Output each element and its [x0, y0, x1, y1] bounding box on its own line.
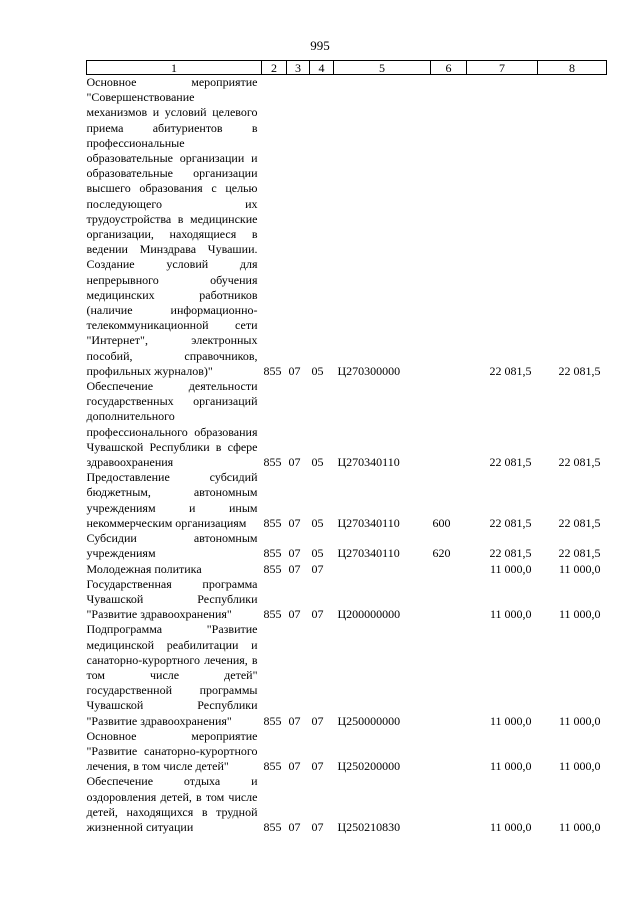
row-sum-2: 11 000,0: [558, 713, 601, 728]
header-cell-5: 5: [334, 61, 431, 75]
row-sum-2: 11 000,0: [558, 819, 601, 834]
row-sum-1: 11 000,0: [489, 607, 532, 622]
row-vr: [431, 379, 467, 470]
row-cs: Ц250000000: [337, 713, 401, 728]
row-sum-1: 11 000,0: [489, 713, 532, 728]
row-rz: 07: [288, 455, 301, 470]
row-name: Обеспечение отдыха и оздоровления детей, в том числе детей, находящихся в трудной жизненной ситуации: [86, 774, 258, 834]
table-body: [87, 75, 607, 836]
row-rz: 07: [288, 515, 301, 530]
row-cs: Ц250200000: [337, 759, 401, 774]
row-gr: 855: [263, 455, 282, 470]
row-gr: 855: [263, 546, 282, 561]
row-name: Основное мероприятие "Развитие санаторно-курортного лечения, в том числе детей": [86, 728, 258, 774]
row-name: Подпрограмма "Развитие медицинской реабилитации и санаторно-курортного лечения, в том числе детей" государственной программы Чувашской Республики "Развитие здравоохранения": [86, 622, 258, 728]
row-vr: [431, 75, 467, 380]
table-row: [87, 562, 607, 577]
row-pr: 07: [311, 607, 324, 622]
row-gr: 855: [263, 561, 282, 576]
row-sum-1: 11 000,0: [489, 561, 532, 576]
row-pr: 07: [311, 561, 324, 576]
row-name: Предоставление субсидий бюджетным, автономным учреждениям и иным некоммерческим организациям: [86, 470, 258, 530]
row-pr: 05: [311, 546, 324, 561]
row-sum-1: 22 081,5: [489, 455, 532, 470]
row-sum-1: 22 081,5: [489, 363, 532, 378]
row-rz: 07: [288, 363, 301, 378]
row-name: Молодежная политика: [86, 561, 202, 576]
row-rz: 07: [288, 607, 301, 622]
row-vr: [431, 577, 467, 623]
row-sum-2: 11 000,0: [558, 561, 601, 576]
table-row: [87, 531, 607, 561]
row-name: Основное мероприятие "Совершенствование механизмов и условий целевого приема абитуриентов в профессиональные образовательные организации и образовательные организации высшего образования с целью последующего их трудоустройства в медицинские организации, находящиеся в ведении Минздрава Чувашии. Создание условий для непрерывного обучения медицинских работников (наличие информационно-телекоммуникационной сети "Интернет", электронных пособий, справочников, профильных журналов)": [86, 75, 258, 378]
row-vr: [431, 729, 467, 775]
row-vr: 620: [432, 546, 451, 561]
row-cs: [334, 562, 431, 577]
header-cell-1: 1: [87, 61, 262, 75]
row-name: Государственная программа Чувашской Республики "Развитие здравоохранения": [86, 576, 258, 622]
row-sum-2: 22 081,5: [558, 515, 601, 530]
row-gr: 855: [263, 363, 282, 378]
row-pr: 05: [311, 455, 324, 470]
table-row: [87, 622, 607, 728]
row-sum-1: 22 081,5: [489, 546, 532, 561]
header-cell-4: 4: [310, 61, 334, 75]
row-cs: Ц200000000: [337, 607, 401, 622]
row-sum-2: 11 000,0: [558, 759, 601, 774]
row-vr: [431, 562, 467, 577]
table-row: [87, 577, 607, 623]
row-pr: 07: [311, 819, 324, 834]
row-vr: [431, 774, 467, 835]
row-sum-2: 11 000,0: [558, 607, 601, 622]
row-name: Обеспечение деятельности государственных организаций дополнительного профессионального образования Чувашской Республики в сфере здравоохранения: [86, 379, 258, 470]
row-pr: 07: [311, 713, 324, 728]
table-row: [87, 75, 607, 380]
row-gr: 855: [263, 713, 282, 728]
budget-table: [86, 60, 607, 835]
row-gr: 855: [263, 607, 282, 622]
row-cs: Ц270340110: [337, 515, 400, 530]
row-gr: 855: [263, 515, 282, 530]
row-pr: 05: [311, 363, 324, 378]
row-pr: 05: [311, 515, 324, 530]
row-gr: 855: [263, 819, 282, 834]
row-cs: Ц270340110: [337, 546, 400, 561]
row-rz: 07: [288, 819, 301, 834]
header-cell-2: 2: [262, 61, 287, 75]
table-row: [87, 470, 607, 531]
row-sum-2: 22 081,5: [558, 455, 601, 470]
row-cs: Ц270300000: [337, 363, 401, 378]
header-cell-3: 3: [287, 61, 310, 75]
row-gr: 855: [263, 759, 282, 774]
table-row: [87, 729, 607, 775]
row-sum-2: 22 081,5: [558, 546, 601, 561]
row-rz: 07: [288, 759, 301, 774]
row-rz: 07: [288, 546, 301, 561]
row-cs: Ц270340110: [337, 455, 400, 470]
table-row: [87, 379, 607, 470]
header-cell-6: 6: [431, 61, 467, 75]
row-sum-1: 11 000,0: [489, 819, 532, 834]
row-rz: 07: [288, 561, 301, 576]
row-rz: 07: [288, 713, 301, 728]
header-cell-7: 7: [467, 61, 538, 75]
header-cell-8: 8: [538, 61, 607, 75]
row-vr: [431, 622, 467, 728]
row-cs: Ц250210830: [337, 819, 401, 834]
row-name: Субсидии автономным учреждениям: [86, 531, 258, 561]
row-pr: 07: [311, 759, 324, 774]
row-sum-2: 22 081,5: [558, 363, 601, 378]
row-sum-1: 11 000,0: [489, 759, 532, 774]
table-header: [87, 61, 607, 75]
page-number: 995: [310, 38, 330, 53]
table-row: [87, 774, 607, 835]
row-vr: 600: [432, 515, 451, 530]
row-sum-1: 22 081,5: [489, 515, 532, 530]
